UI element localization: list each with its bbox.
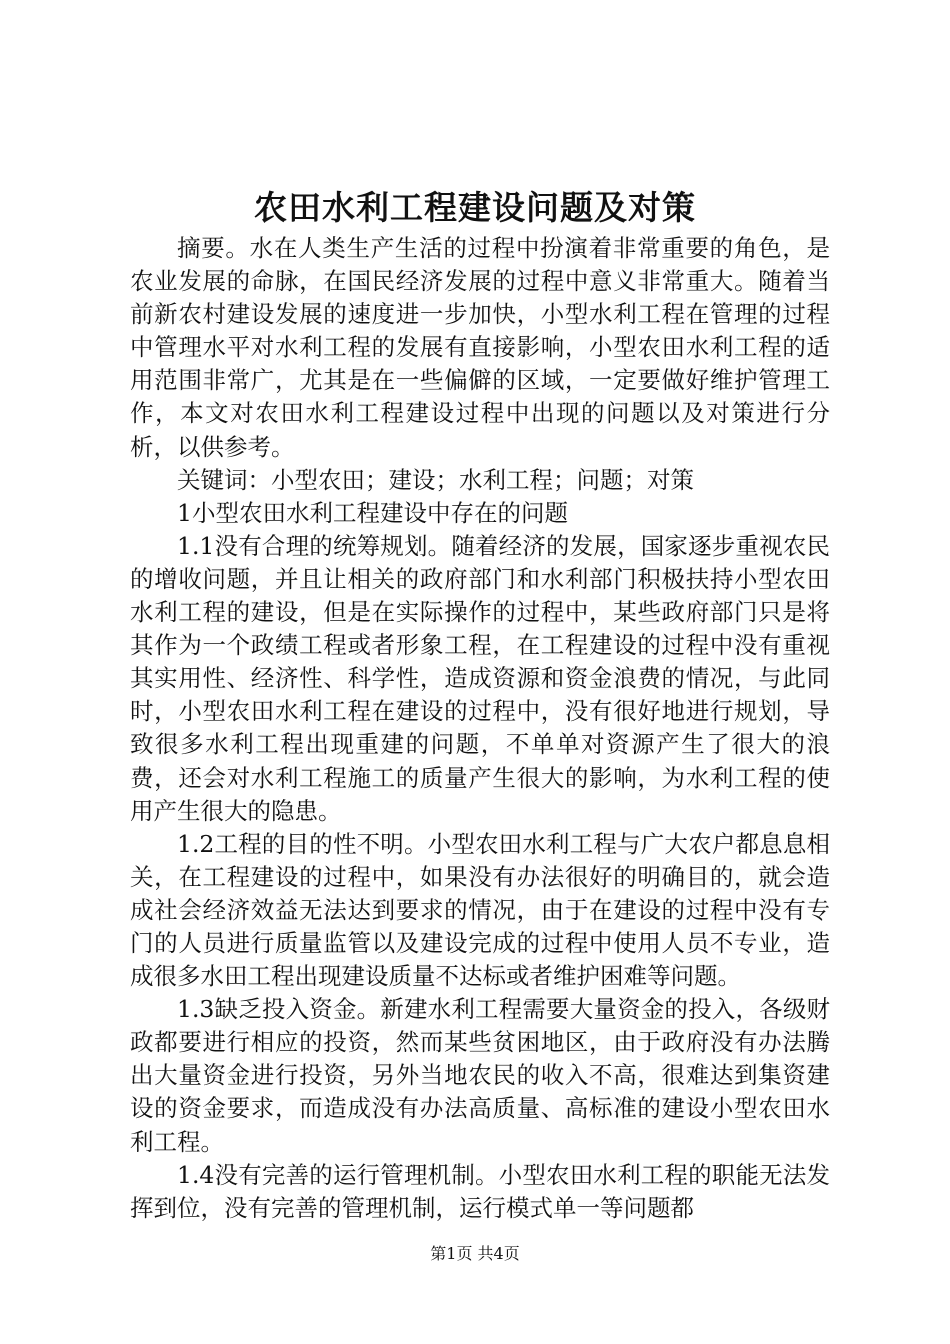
body-paragraph-1-4: 1.4没有完善的运行管理机制。小型农田水利工程的职能无法发挥到位，没有完善的管理机制，运行模式单一等问题都: [130, 1160, 830, 1222]
abstract-paragraph: 摘要。水在人类生产生活的过程中扮演着非常重要的角色，是农业发展的命脉，在国民经济发展的过程中意义非常重大。随着当前新农村建设发展的速度进一步加快，小型水利工程在管理的过程中管理水平对水利工程的发展有直接影响，小型农田水利工程的适用范围非常广，尤其是在一些偏僻的区域，一定要做好维护管理工作，本文对农田水利工程建设过程中出现的问题以及对策进行分析，以供参考。: [130, 234, 830, 461]
document-body: [130, 232, 830, 1225]
body-paragraph-1-1: 1.1没有合理的统筹规划。随着经济的发展，国家逐步重视农民的增收问题，并且让相关的政府部门和水利部门积极扶持小型农田水利工程的建设，但是在实际操作的过程中，某些政府部门只是将其作为一个政绩工程或者形象工程，在工程建设的过程中没有重视其实用性、经济性、科学性，造成资源和资金浪费的情况，与此同时，小型农田水利工程在建设的过程中，没有很好地进行规划，导致很多水利工程出现重建的问题，不单单对资源产生了很大的浪费，还会对水利工程施工的质量产生很大的影响，为水利工程的使用产生很大的隐患。: [130, 531, 830, 825]
keywords-paragraph: 关键词：小型农田；建设；水利工程；问题；对策: [177, 465, 694, 494]
section-heading: 1小型农田水利工程建设中存在的问题: [177, 498, 568, 527]
body-paragraph-1-2: 1.2工程的目的性不明。小型农田水利工程与广大农户都息息相关，在工程建设的过程中，如果没有办法很好的明确目的，就会造成社会经济效益无法达到要求的情况，由于在建设的过程中没有专门的人员进行质量监管以及建设完成的过程中使用人员不专业，造成很多水田工程出现建设质量不达标或者维护困难等问题。: [130, 829, 830, 991]
document-title: 农田水利工程建设问题及对策: [254, 188, 696, 227]
body-paragraph-1-3: 1.3缺乏投入资金。新建水利工程需要大量资金的投入，各级财政都要进行相应的投资，然而某些贫困地区，由于政府没有办法腾出大量资金进行投资，另外当地农民的收入不高，很难达到集资建设的资金要求，而造成没有办法高质量、高标准的建设小型农田水利工程。: [130, 995, 830, 1156]
page-footer: 第1页 共4页: [430, 1244, 520, 1263]
